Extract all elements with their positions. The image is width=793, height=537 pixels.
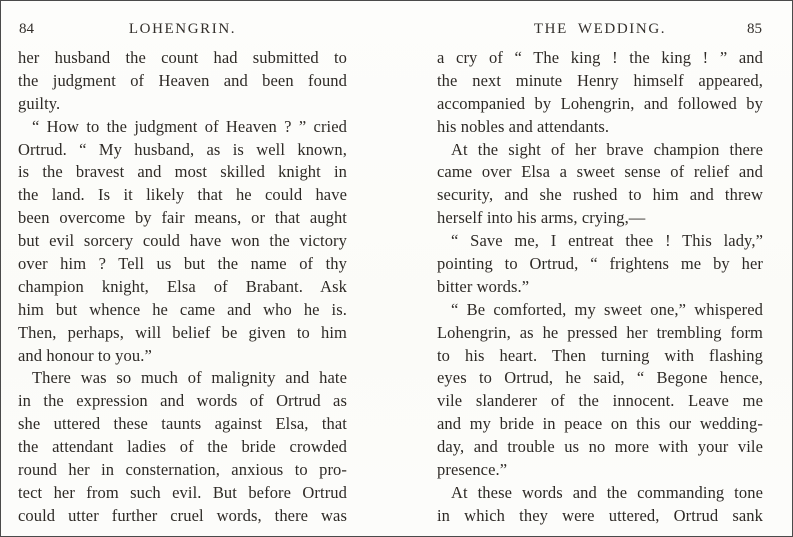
- text-line: “ How to the judgment of Heaven ? ” cried: [32, 116, 347, 136]
- text-line: There was so much of malignity and hate: [32, 368, 347, 388]
- text-line: Then, perhaps, will belief be given to him: [18, 322, 347, 342]
- text-line: champion knight, Elsa of Brabant. Ask: [18, 276, 347, 296]
- text-line: guilty.: [18, 93, 61, 113]
- text-line: but evil sorcery could have won the victory: [18, 231, 347, 251]
- text-line: vile slanderer of the innocent. Leave me: [437, 391, 763, 411]
- text-line: the land. Is it likely that he could have: [18, 185, 347, 205]
- text-line: day, and trouble us no more with your vile: [437, 437, 763, 457]
- text-line: “ Be comforted, my sweet one,” whispered: [451, 299, 763, 319]
- text-line: eyes to Ortrud, he said, “ Begone hence,: [437, 368, 763, 388]
- text-line: his nobles and attendants.: [437, 116, 610, 136]
- text-line: him but whence he came and who he is.: [18, 299, 347, 319]
- left-page-header: [18, 18, 347, 40]
- text-line: “ Save me, I entreat thee ! This lady,”: [451, 231, 763, 251]
- text-line: her husband the count had submitted to: [18, 48, 347, 67]
- text-line: in the expression and words of Ortrud as: [18, 391, 347, 411]
- left-page: [18, 1, 347, 536]
- right-page-header: [437, 18, 763, 40]
- text-line: presence.”: [437, 460, 508, 480]
- text-line: At the sight of her brave champion there: [451, 139, 763, 159]
- text-line: bitter words.”: [437, 276, 530, 296]
- text-line: the next minute Henry himself appeared,: [437, 70, 763, 90]
- text-line: is the bravest and most skilled knight in: [18, 162, 347, 182]
- text-line: been overcome by fair means, or that aught: [18, 208, 347, 228]
- text-line: the attendant ladies of the bride crowded: [18, 437, 347, 457]
- text-line: Lohengrin, as he pressed her trembling form: [437, 322, 763, 342]
- left-running-title: LOHENGRIN.: [128, 21, 237, 37]
- left-page-number: 84: [19, 21, 34, 37]
- text-line: to his heart. Then turning with flashing: [437, 345, 763, 365]
- text-line: security, and she rushed to him and threw: [437, 185, 763, 205]
- left-page-body: [18, 47, 347, 528]
- text-line: accompanied by Lohengrin, and followed by: [437, 93, 763, 113]
- text-line: Ortrud. “ My husband, as is well known,: [18, 139, 347, 159]
- text-line: herself into his arms, crying,—: [437, 208, 646, 228]
- text-line: tect her from such evil. But before Ortrud: [18, 482, 347, 502]
- text-line: could utter further cruel words, there was: [18, 505, 347, 525]
- text-line: pointing to Ortrud, “ frightens me by her: [437, 254, 763, 274]
- text-line: and honour to you.”: [18, 345, 152, 365]
- text-line: the judgment of Heaven and been found: [18, 70, 347, 90]
- text-line: came over Elsa a sweet sense of relief and: [437, 162, 763, 182]
- text-line: and my bride in peace on this our wedding-: [437, 414, 763, 434]
- right-page-number: 85: [747, 21, 762, 37]
- right-page-body: [437, 47, 763, 528]
- text-line: over him ? Tell us but the name of thy: [18, 254, 347, 274]
- text-line: round her in consternation, anxious to pro-: [18, 460, 347, 480]
- text-line: she uttered these taunts against Elsa, that: [18, 414, 347, 434]
- text-line: At these words and the commanding tone: [451, 482, 763, 502]
- text-line: a cry of “ The king ! the king ! ” and: [437, 48, 763, 67]
- text-line: in which they were uttered, Ortrud sank: [437, 505, 763, 525]
- right-page: [437, 1, 763, 536]
- right-running-title: THE WEDDING.: [533, 21, 667, 37]
